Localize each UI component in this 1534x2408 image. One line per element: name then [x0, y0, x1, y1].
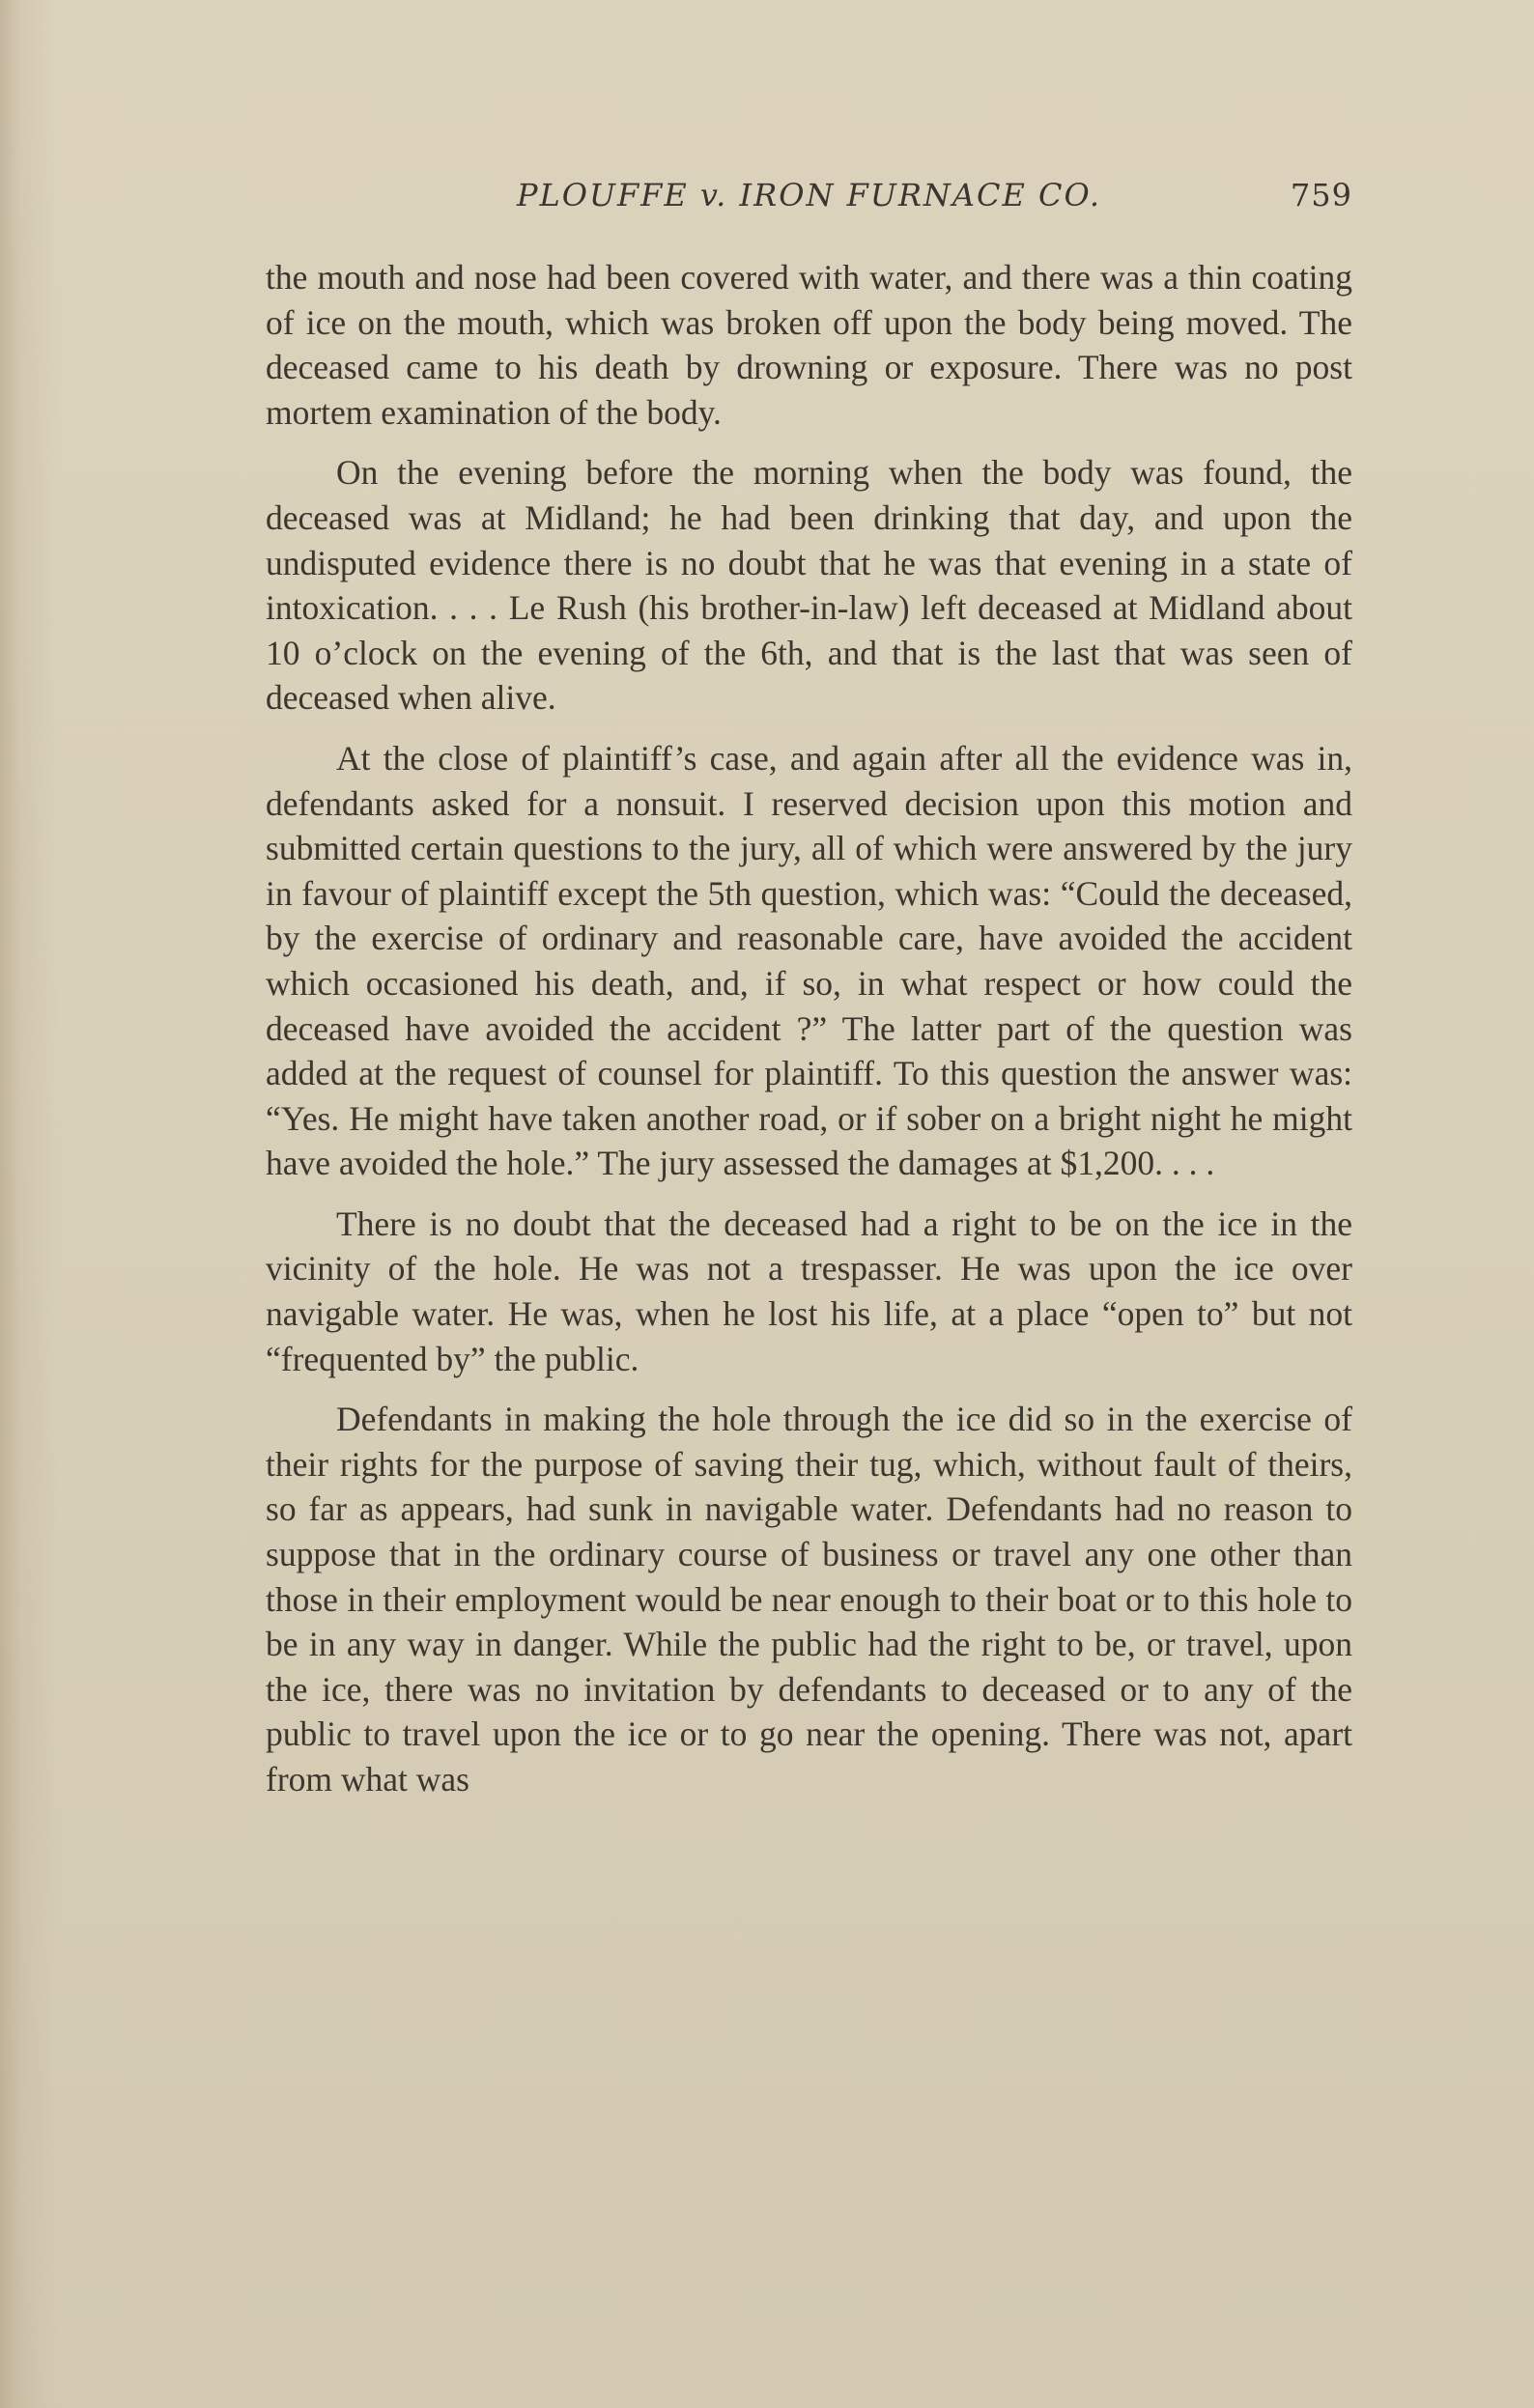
paragraph: There is no doubt that the deceased had a right to be on the ice in the vicinity of the hole. He was not a trespasser. He was upon the ice over navigable water. He was, when he lost his life, at a place “open to” but not “frequented by” the public. [266, 1204, 1352, 1378]
paragraph: the mouth and nose had been covered with water, and there was a thin coating of ice on the mouth, which was broken off upon the body being moved. The deceased came to his death by drowning or exposure. There was no post mortem examination of the body. [266, 258, 1352, 432]
page-header [266, 177, 1352, 225]
paragraph: On the evening before the morning when the body was found, the deceased was at Midland; he had been drinking that day, and upon the undisputed evidence there is no doubt that he was that evening in a state of intoxication. . . . Le Rush (his brother-in-law) left deceased at Midland about 10 o’clock on the evening of the 6th, and that is the last that was seen of deceased when alive. [266, 453, 1352, 718]
paragraph: At the close of plaintiff’s case, and again after all the evidence was in, defendants asked for a nonsuit. I reserved decision upon this motion and submitted certain questions to the jury, all of which were answered by the jury in favour of plaintiff except the 5th question, which was: “Could the deceased, by the exercise of ordinary and reasonable care, have avoided the accident which occasioned his death, and, if so, in what respect or how could the deceased have avoided the accident ?” The latter part of the question was added at the request of counsel for plaintiff. To this question the answer was: “Yes. He might have taken another road, or if sober on a bright night he might have avoided the hole.” The jury assessed the damages at $1,200. . . . [266, 738, 1352, 1183]
paragraph: Defendants in making the hole through the ice did so in the exercise of their rights for the purpose of saving their tug, which, without fault of theirs, so far as appears, had sunk in navigable water. Defendants had no reason to suppose that in the ordinary course of business or travel any one other than those in their employment would be near enough to their boat or to this hole to be in any way in danger. While the public had the right to be, or travel, upon the ice, there was no invitation by defendants to deceased or to any of the public to travel upon the ice or to go near the opening. There was not, apart from what was [266, 1400, 1352, 1799]
running-title: PLOUFFE v. IRON FURNACE CO. [516, 177, 1102, 213]
body-text [266, 255, 1352, 1818]
page-number: 759 [1290, 177, 1352, 213]
